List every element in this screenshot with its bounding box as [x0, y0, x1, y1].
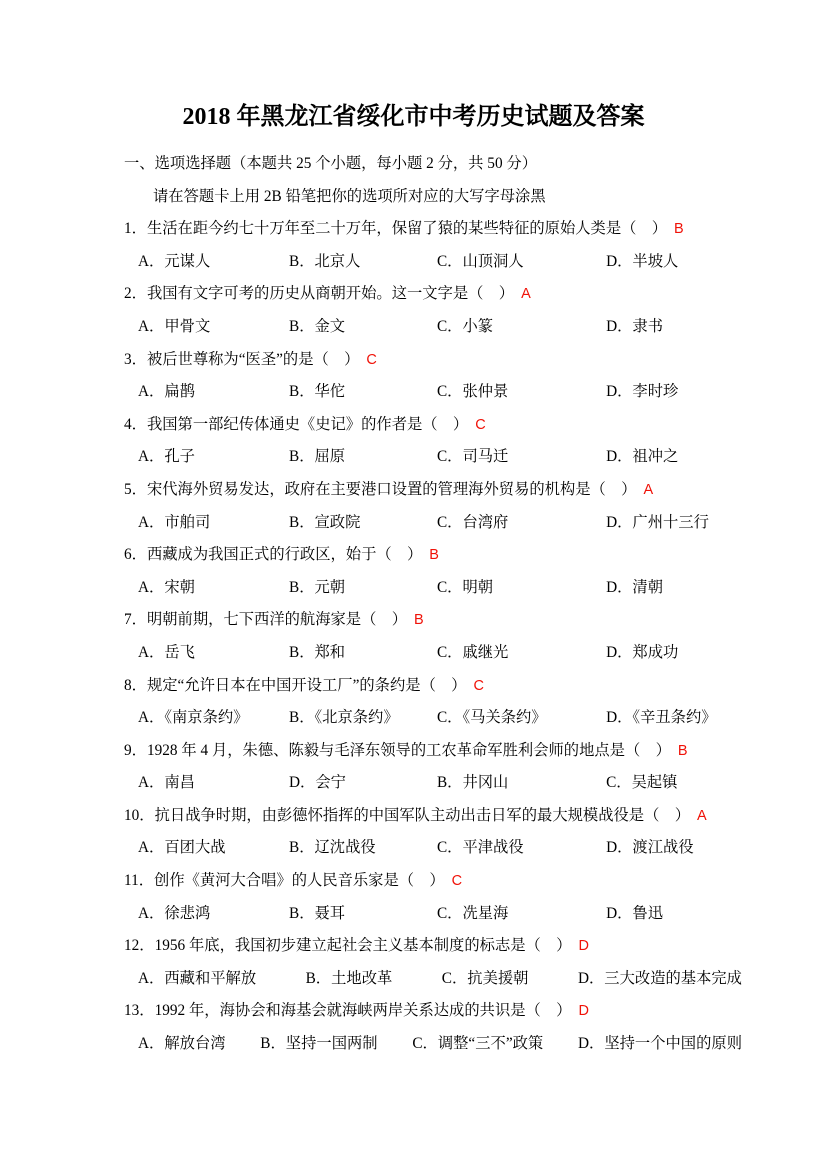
- answer-letter: B: [414, 612, 424, 629]
- option-label: D．鲁迅: [606, 904, 664, 922]
- option-label: A．《南京条约》: [138, 709, 249, 727]
- option-label: B．金文: [289, 317, 346, 335]
- question-stem-text: 3．被后世尊称为“医圣”的是（ ）: [124, 350, 360, 368]
- option-label: C．张仲景: [436, 383, 509, 401]
- question-stem-text: 8．规定“允许日本在中国开设工厂”的条约是（ ）: [124, 676, 467, 694]
- instruction-text: 请在答题卡上用 2B 铅笔把你的选项所对应的大写字母涂黑: [153, 187, 546, 205]
- answer-letter: A: [643, 481, 654, 498]
- question-stem: [124, 213, 742, 246]
- option-label: C．戚继光: [436, 643, 509, 661]
- option-label: D．清朝: [606, 578, 664, 596]
- option-label: B．坚持一国两制: [260, 1035, 378, 1053]
- option-label: D．李时珍: [606, 383, 679, 401]
- option-label: B．聂耳: [289, 904, 346, 922]
- question-stem: [124, 604, 742, 637]
- option-label: B．宣政院: [289, 513, 361, 531]
- answer-letter: D: [578, 938, 589, 955]
- option-label: B．华佗: [289, 383, 346, 401]
- question-stem-text: 12．1956 年底，我国初步建立起社会主义基本制度的标志是（ ）: [124, 937, 572, 955]
- option-label: D．坚持一个中国的原则: [577, 1035, 742, 1053]
- option-label: A．解放台湾: [138, 1035, 226, 1053]
- question-block: [124, 344, 742, 409]
- question-stem: [124, 865, 742, 898]
- option-label: B．郑和: [289, 643, 346, 661]
- question-stem: [124, 670, 742, 703]
- option-label: A．甲骨文: [138, 317, 211, 335]
- question-stem-text: 9．1928 年 4 月，朱德、陈毅与毛泽东领导的工农革命军胜利会师的地点是（ ）: [124, 741, 671, 759]
- question-block: [124, 474, 742, 539]
- option-label: B．井冈山: [436, 774, 509, 792]
- options-row: [124, 572, 742, 605]
- question-stem: [124, 474, 742, 507]
- question-block: [124, 865, 742, 930]
- option-label: D．广州十三行: [606, 513, 709, 531]
- option-label: D．半坡人: [606, 252, 679, 270]
- document-content: [124, 148, 742, 1061]
- option-label: D．渡江战役: [606, 839, 694, 857]
- option-label: C．抗美援朝: [441, 969, 529, 987]
- question-block: [124, 409, 742, 474]
- page-title: 2018 年黑龙江省绥化市中考历史试题及答案: [182, 104, 645, 130]
- option-label: C．《马关条约》: [436, 709, 547, 727]
- option-label: C．山顶洞人: [436, 252, 524, 270]
- options-row: [124, 702, 742, 735]
- option-label: C．司马迁: [436, 448, 509, 466]
- question-stem: [124, 930, 742, 963]
- answer-letter: B: [674, 221, 684, 238]
- answer-letter: A: [521, 286, 531, 303]
- option-label: C．冼星海: [436, 904, 509, 922]
- option-label: D．三大改造的基本完成: [577, 969, 742, 987]
- answer-letter: C: [475, 416, 486, 433]
- answer-letter: A: [697, 807, 707, 824]
- option-label: C．台湾府: [436, 513, 509, 531]
- option-label: A．徐悲鸿: [138, 904, 211, 922]
- option-label: A．百团大战: [138, 839, 226, 857]
- options-row: [124, 963, 742, 996]
- question-block: [124, 930, 742, 995]
- question-stem: [124, 344, 742, 377]
- question-stem: [124, 735, 742, 768]
- question-block: [124, 670, 742, 735]
- options-row: [124, 507, 742, 540]
- question-block: [124, 604, 742, 669]
- option-label: A．元谋人: [138, 252, 211, 270]
- options-row: [124, 376, 742, 409]
- answer-letter: B: [677, 742, 688, 759]
- section-heading: 一、选项选择题（本题共 25 个小题，每小题 2 分，共 50 分）: [124, 155, 538, 172]
- question-stem: [124, 539, 742, 572]
- question-block: [124, 735, 742, 800]
- question-stem-text: 5．宋代海外贸易发达，政府在主要港口设置的管理海外贸易的机构是（ ）: [124, 480, 637, 498]
- option-label: A．市舶司: [138, 513, 211, 531]
- answer-letter: D: [578, 1003, 589, 1020]
- option-label: A．宋朝: [138, 578, 195, 596]
- options-row: [124, 898, 742, 931]
- question-stem-text: 1．生活在距今约七十万年至二十万年，保留了猿的某些特征的原始人类是（ ）: [124, 220, 668, 238]
- options-row: [124, 311, 742, 344]
- option-label: A．岳飞: [138, 643, 195, 661]
- option-label: C．调整“三不”政策: [412, 1035, 544, 1053]
- question-stem-text: 11．创作《黄河大合唱》的人民音乐家是（ ）: [124, 872, 445, 890]
- question-list: [124, 213, 742, 1060]
- answer-letter: B: [429, 547, 439, 564]
- question-stem-text: 13．1992 年，海协会和海基会就海峡两岸关系达成的共识是（ ）: [124, 1002, 572, 1020]
- question-stem-text: 4．我国第一部纪传体通史《史记》的作者是（ ）: [124, 415, 469, 433]
- question-stem-text: 7．明朝前期，七下西洋的航海家是（ ）: [124, 611, 407, 629]
- question-block: [124, 213, 742, 278]
- options-row: [124, 441, 742, 474]
- question-stem-text: 10．抗日战争时期，由彭德怀指挥的中国军队主动出击日军的最大规模战役是（ ）: [124, 806, 690, 824]
- question-stem: [124, 800, 742, 833]
- question-block: [124, 995, 742, 1060]
- option-label: A．孔子: [138, 448, 195, 466]
- option-label: B．屈原: [289, 448, 346, 466]
- option-label: D．郑成功: [606, 643, 679, 661]
- question-stem: [124, 278, 742, 311]
- answer-letter: C: [473, 677, 484, 694]
- option-label: B．元朝: [289, 578, 346, 596]
- option-label: B．辽沈战役: [289, 839, 376, 857]
- question-block: [124, 800, 742, 865]
- option-label: C．明朝: [436, 578, 494, 596]
- options-row: [124, 832, 742, 865]
- option-label: A．南昌: [138, 774, 195, 792]
- question-block: [124, 539, 742, 604]
- question-stem: [124, 409, 742, 442]
- options-row: [124, 1028, 742, 1061]
- question-stem: [124, 995, 742, 1028]
- question-block: [124, 278, 742, 343]
- option-label: A．西藏和平解放: [138, 969, 257, 987]
- option-label: D．会宁: [289, 774, 346, 792]
- options-row: [124, 637, 742, 670]
- option-label: C．小篆: [436, 317, 494, 335]
- options-row: [124, 246, 742, 279]
- question-stem-text: 6．西藏成为我国正式的行政区，始于（ ）: [124, 546, 423, 564]
- option-label: A．扁鹊: [138, 383, 195, 401]
- options-row: [124, 767, 742, 800]
- option-label: C．平津战役: [436, 839, 524, 857]
- option-label: D．《辛丑条约》: [606, 709, 717, 727]
- option-label: B．土地改革: [305, 969, 393, 987]
- option-label: D．祖冲之: [606, 448, 679, 466]
- question-stem-text: 2．我国有文字可考的历史从商朝开始。这一文字是（ ）: [124, 285, 515, 303]
- answer-letter: C: [451, 873, 463, 890]
- answer-letter: C: [366, 351, 377, 368]
- option-label: D．隶书: [606, 317, 664, 335]
- option-label: B．北京人: [289, 252, 361, 270]
- option-label: C．吴起镇: [606, 774, 678, 792]
- option-label: B．《北京条约》: [289, 709, 399, 727]
